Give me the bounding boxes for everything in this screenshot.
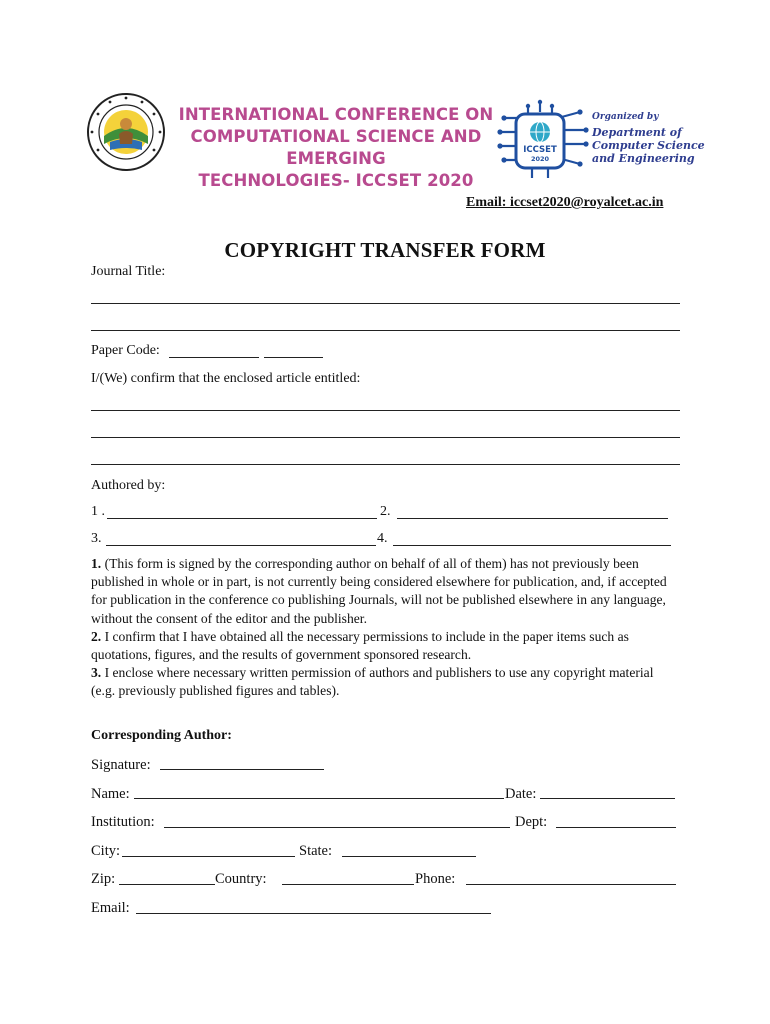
author-1-number: 1 . xyxy=(91,504,105,519)
clause-1-number: 1. xyxy=(91,556,102,571)
journal-title-line-2[interactable] xyxy=(91,330,680,331)
logo-text: ICCSET xyxy=(523,145,557,155)
author-2-line[interactable] xyxy=(397,518,668,519)
college-seal-logo xyxy=(86,92,166,172)
form-title: COPYRIGHT TRANSFER FORM xyxy=(224,238,546,262)
phone-line[interactable] xyxy=(466,884,676,885)
email-label: Email: xyxy=(91,900,130,916)
phone-label: Phone: xyxy=(415,871,456,887)
author-1-line[interactable] xyxy=(107,518,377,519)
country-label: Country: xyxy=(215,871,267,887)
department-line-2: Computer Science xyxy=(592,139,705,152)
zip-label: Zip: xyxy=(91,871,116,887)
email-line[interactable] xyxy=(136,913,491,914)
name-label: Name: xyxy=(91,786,130,802)
author-3-line[interactable] xyxy=(106,545,376,546)
organizer-block xyxy=(592,111,705,165)
institution-label: Institution: xyxy=(91,814,155,830)
article-title-line-2[interactable] xyxy=(91,437,680,438)
authored-by-label: Authored by: xyxy=(91,478,166,493)
article-title-line-1[interactable] xyxy=(91,410,680,411)
department-line-3: and Engineering xyxy=(592,152,695,165)
clause-3-number: 3. xyxy=(91,665,102,681)
conference-title-line-3: TECHNOLOGIES- ICCSET 2020 xyxy=(198,171,474,190)
confirm-label: I/(We) confirm that the enclosed article entitled: xyxy=(91,371,361,386)
author-4-number: 4. xyxy=(377,531,388,546)
name-line[interactable] xyxy=(134,798,504,799)
conference-email[interactable]: Email: iccset2020@royalcet.ac.in xyxy=(466,195,664,210)
dept-line[interactable] xyxy=(556,827,676,828)
corresponding-author-heading: Corresponding Author: xyxy=(91,728,232,743)
conference-title-line-2: COMPUTATIONAL SCIENCE AND EMERGING xyxy=(190,127,482,168)
journal-title-label: Journal Title: xyxy=(91,264,166,279)
organized-by-label: Organized by xyxy=(592,112,659,122)
clause-3-text: I enclose where necessary written permission of authors and publishers to use any copyright material (e.g. previously published figures and tables). xyxy=(91,665,654,699)
signature-line[interactable] xyxy=(160,769,324,770)
author-3-number: 3. xyxy=(91,531,102,546)
date-line[interactable] xyxy=(540,798,675,799)
clause-2-text: I confirm that I have obtained all the necessary permissions to include in the paper items such as quotations, figures, and the results of government sponsored research. xyxy=(91,628,629,663)
article-title-line-3[interactable] xyxy=(91,464,680,465)
zip-line[interactable] xyxy=(119,884,215,885)
clause-3 xyxy=(91,664,681,700)
conference-title xyxy=(176,104,496,192)
country-line[interactable] xyxy=(282,884,414,885)
signature-label: Signature: xyxy=(91,757,151,773)
paper-code-line-1[interactable] xyxy=(169,357,259,358)
iccset-circuit-logo xyxy=(496,98,592,182)
department-line-1: Department of xyxy=(592,126,682,139)
journal-title-line-1[interactable] xyxy=(91,303,680,304)
clause-2-number: 2. xyxy=(91,628,102,644)
declaration-clauses xyxy=(91,555,681,701)
paper-code-label: Paper Code: xyxy=(91,343,160,358)
city-line[interactable] xyxy=(122,856,295,857)
conference-title-line-1: INTERNATIONAL CONFERENCE ON xyxy=(178,105,494,124)
institution-line[interactable] xyxy=(164,827,510,828)
city-label: City: xyxy=(91,843,121,859)
author-2-number: 2. xyxy=(380,504,391,519)
dept-label: Dept: xyxy=(515,814,548,830)
clause-2 xyxy=(91,628,681,664)
clause-1 xyxy=(91,555,681,628)
state-label: State: xyxy=(299,843,333,859)
author-4-line[interactable] xyxy=(393,545,671,546)
clause-1-text: (This form is signed by the corresponding author on behalf of all of them) has not previously been published in whole or in part, is not currently being considered elsewhere for publication, and, if accepted for publication in the conference co publishing Journals, will not be published elsewhere in any language, without the consent of the editor and the publisher. xyxy=(91,556,667,626)
date-label: Date: xyxy=(505,786,537,802)
logo-year: 2020 xyxy=(530,155,550,163)
state-line[interactable] xyxy=(342,856,476,857)
paper-code-line-2[interactable] xyxy=(264,357,323,358)
